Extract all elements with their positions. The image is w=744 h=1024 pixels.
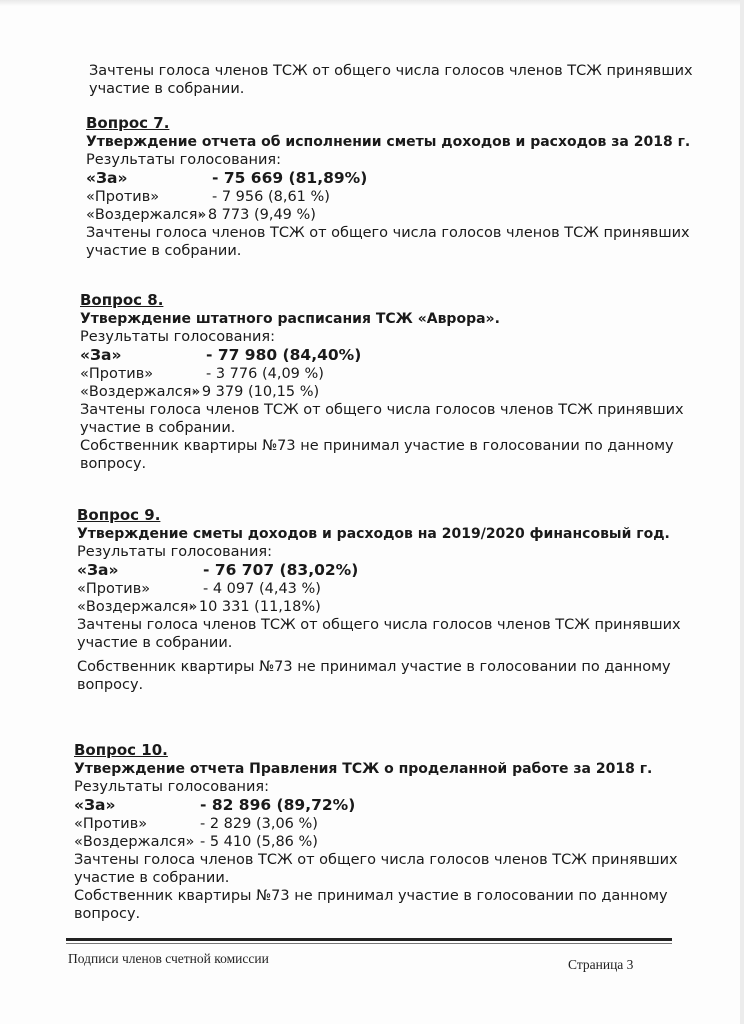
vote-against-row: [74, 815, 678, 833]
vote-against-label: «Против»: [86, 189, 160, 205]
owner-note-line: Собственник квартиры №73 не принимал участие в голосовании по данному: [74, 888, 668, 904]
vote-abstain-value: - 5 410 (5,86 %): [200, 834, 318, 850]
question-8-section: [80, 290, 684, 473]
question-title: Вопрос 7.: [86, 114, 170, 132]
vote-against-label: «Против»: [74, 816, 148, 832]
vote-for-label: «За»: [80, 346, 122, 364]
vote-abstain-value: - 10 331 (11,18%): [189, 599, 321, 615]
vote-against-row: [86, 188, 690, 206]
question-subject: Утверждение сметы доходов и расходов на 2019/2020 финансовый год.: [77, 526, 670, 542]
vote-against-value: - 7 956 (8,61 %): [212, 189, 330, 205]
vote-abstain-label: «Воздержался»: [86, 207, 207, 223]
question-10-section: [74, 740, 678, 923]
note-line: Зачтены голоса членов ТСЖ от общего числа голосов членов ТСЖ принявших: [80, 402, 684, 418]
question-subject: Утверждение отчета об исполнении сметы доходов и расходов за 2018 г.: [86, 134, 691, 150]
vote-for-label: «За»: [86, 169, 128, 187]
note-line: Зачтены голоса членов ТСЖ от общего числа голосов членов ТСЖ принявших: [86, 225, 690, 241]
owner-note-line: вопросу.: [80, 456, 147, 472]
vote-against-label: «Против»: [80, 366, 154, 382]
vote-abstain-row: [77, 598, 681, 616]
vote-abstain-value: - 8 773 (9,49 %): [198, 207, 316, 223]
question-title: Вопрос 8.: [80, 291, 164, 309]
vote-abstain-row: [80, 383, 684, 401]
vote-for-value: - 82 896 (89,72%): [200, 796, 356, 814]
scan-edge: [0, 0, 744, 6]
vote-for-value: - 75 669 (81,89%): [212, 169, 368, 187]
results-label: Результаты голосования:: [80, 329, 276, 345]
results-label: Результаты голосования:: [74, 779, 270, 795]
vote-for-row: [77, 561, 681, 580]
vote-abstain-row: [86, 206, 690, 224]
owner-note-line: вопросу.: [77, 677, 144, 693]
vote-for-label: «За»: [74, 796, 116, 814]
vote-abstain-label: «Воздержался»: [80, 384, 201, 400]
vote-for-row: [74, 796, 678, 815]
page-number: Страница 3: [568, 957, 634, 972]
note-line: участие в собрании.: [86, 243, 242, 259]
note-line: Зачтены голоса членов ТСЖ от общего числа голосов членов ТСЖ принявших: [74, 852, 678, 868]
vote-for-value: - 77 980 (84,40%): [206, 346, 362, 364]
vote-abstain-row: [74, 833, 678, 851]
results-label: Результаты голосования:: [86, 152, 282, 168]
question-subject: Утверждение отчета Правления ТСЖ о проделанной работе за 2018 г.: [74, 761, 653, 777]
vote-against-row: [80, 365, 684, 383]
owner-note-line: вопросу.: [74, 906, 141, 922]
results-label: Результаты голосования:: [77, 544, 273, 560]
question-subject: Утверждение штатного расписания ТСЖ «Аврора».: [80, 311, 500, 327]
vote-abstain-label: «Воздержался»: [74, 834, 195, 850]
question-title: Вопрос 10.: [74, 741, 168, 759]
intro-paragraph: [89, 62, 693, 98]
intro-line: участие в собрании.: [89, 81, 245, 97]
footer-divider: [66, 938, 672, 941]
vote-abstain-label: «Воздержался»: [77, 599, 198, 615]
vote-against-value: - 3 776 (4,09 %): [206, 366, 324, 382]
vote-for-row: [80, 346, 684, 365]
footer-divider: [66, 943, 672, 944]
note-line: Зачтены голоса членов ТСЖ от общего числа голосов членов ТСЖ принявших: [77, 617, 681, 633]
vote-for-value: - 76 707 (83,02%): [203, 561, 359, 579]
note-line: участие в собрании.: [74, 870, 230, 886]
question-9-section: [77, 505, 681, 694]
intro-line: Зачтены голоса членов ТСЖ от общего числа голосов членов ТСЖ принявших: [89, 63, 693, 79]
scan-edge: [740, 0, 744, 1024]
note-line: участие в собрании.: [77, 635, 233, 651]
vote-against-row: [77, 580, 681, 598]
vote-for-label: «За»: [77, 561, 119, 579]
owner-note-line: Собственник квартиры №73 не принимал участие в голосовании по данному: [80, 438, 674, 454]
vote-abstain-value: - 9 379 (10,15 %): [192, 384, 320, 400]
question-7-section: [86, 113, 690, 260]
owner-note-line: Собственник квартиры №73 не принимал участие в голосовании по данному: [77, 659, 671, 675]
signatures-label: Подписи членов счетной комиссии: [68, 951, 269, 966]
note-line: участие в собрании.: [80, 420, 236, 436]
vote-against-value: - 4 097 (4,43 %): [203, 581, 321, 597]
vote-for-row: [86, 169, 690, 188]
vote-against-label: «Против»: [77, 581, 151, 597]
vote-against-value: - 2 829 (3,06 %): [200, 816, 318, 832]
question-title: Вопрос 9.: [77, 506, 161, 524]
